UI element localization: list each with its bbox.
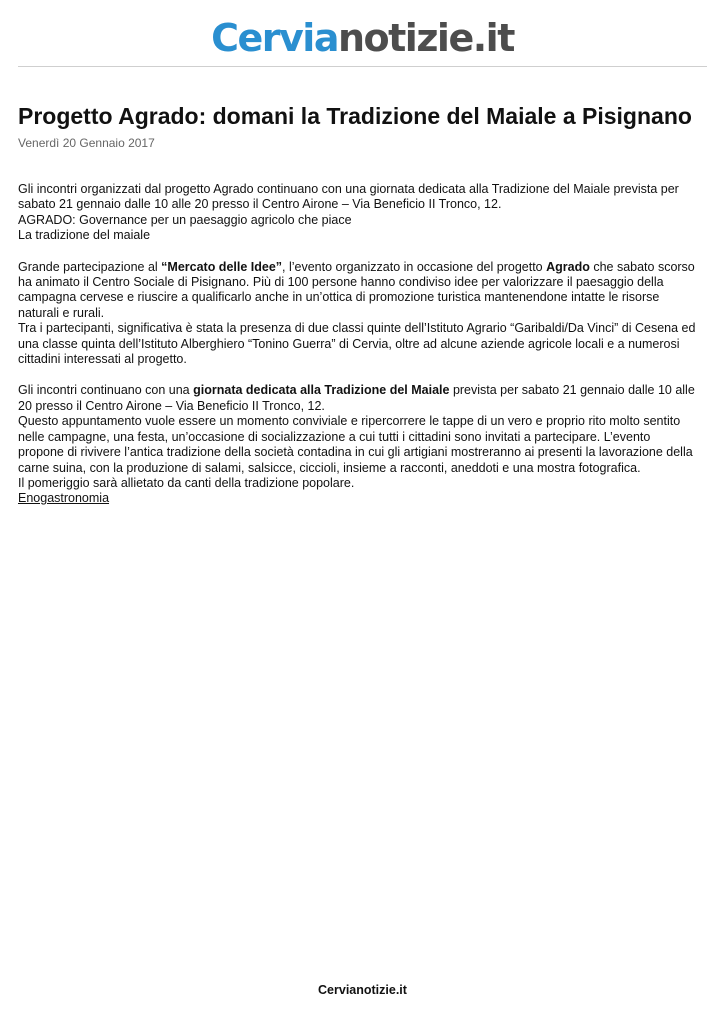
paragraph-partecipanti: Tra i partecipanti, significativa è stata la presenza di due classi quinte dell’Istituto Agrario “Garibaldi/Da Vinci” di Cesena ed una classe quinta dell’Istituto Alberghiero “Tonino Guerra” di Cervia, oltre ad alcune aziende agricole locali e a numerosi cittadini interessati al progetto.	[18, 321, 696, 367]
paragraph-pomeriggio: Il pomeriggio sarà allietato da canti della tradizione popolare.	[18, 475, 355, 490]
related-link-agrado: AGRADO: Governance per un paesaggio agricolo che piace	[18, 212, 352, 227]
paragraph-appuntamento: Questo appuntamento vuole essere un momento conviviale e ripercorrere le tappe di un vero e proprio rito molto sentito nelle campagne, una festa, un’occasione di socializzazione a cui tutti i cittadini sono invitati a partecipare. L’evento propone di rivivere l’antica tradizione della società contadina in cui gli artigiani mostreranno ai presenti la lavorazione della carne suina, con la produzione di salami, salsicce, ciccioli, insieme a racconti, aneddoti e una mostra fotografica.	[18, 414, 693, 475]
intro-paragraph: Gli incontri organizzati dal progetto Agrado continuano con una giornata dedicata alla Tradizione del Maiale prevista per sabato 21 gennaio dalle 10 alle 20 presso il Centro Airone – Via Beneficio II Tronco, 12.	[18, 182, 679, 212]
article-body	[18, 182, 698, 507]
logo-part-notizie: notizie.it	[337, 16, 514, 60]
related-link-tradizione: La tradizione del maiale	[18, 228, 151, 243]
bold-mercato: “Mercato delle Idee”	[161, 259, 283, 274]
category-link[interactable]: Enogastronomia	[18, 491, 110, 506]
article-title: Progetto Agrado: domani la Tradizione del Maiale a Pisignano	[18, 103, 692, 129]
article-date: Venerdì 20 Gennaio 2017	[18, 136, 155, 150]
bold-agrado: Agrado	[546, 259, 590, 274]
footer-site-name: Cervianotizie.it	[318, 983, 407, 997]
paragraph-mercato: Grande partecipazione al “Mercato delle Idee”, l’evento organizzato in occasione del progetto Agrado che sabato scorso ha animato il Centro Sociale di Pisignano. Più di 100 persone hanno condiviso idee per valorizzare il paesaggio della campagna cervese e riuscire a qualificarlo anche in un’ottica di promozione turistica mantenendone intatte le risorse naturali e rurali.	[18, 259, 695, 320]
header-divider	[18, 66, 707, 67]
logo-part-cervia: Cervia	[211, 16, 338, 60]
paragraph-giornata: Gli incontri continuano con una giornata dedicata alla Tradizione del Maiale prevista per sabato 21 gennaio dalle 10 alle 20 presso il Centro Airone – Via Beneficio II Tronco, 12.	[18, 383, 695, 413]
site-logo[interactable]	[0, 14, 725, 62]
bold-giornata: giornata dedicata alla Tradizione del Maiale	[193, 383, 450, 398]
